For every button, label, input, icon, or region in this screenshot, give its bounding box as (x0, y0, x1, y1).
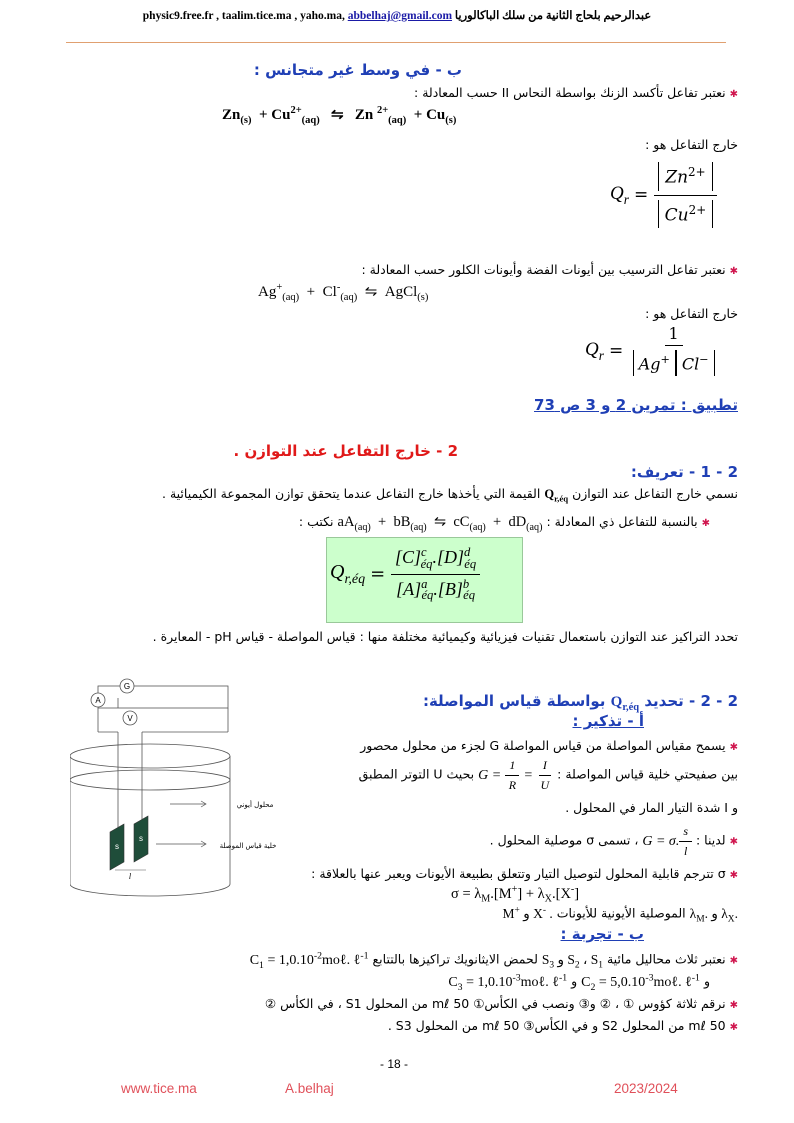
ionic-conductivity-line: $\lambda_M$. و $\lambda_X$. الموصلية الأيونية للأيونات M+ و X- . (502, 905, 738, 925)
quotient-ag-cl: $Q_r$ = $\frac{1}{Ag^+ Cl^-}$ (585, 324, 719, 378)
section2-1-title: 2 - 1 - تعريف: (630, 463, 738, 481)
experiment-item1: ✱ نعتبر ثلاث محاليل مائية $S_3$ و $S_2$ ، $S_1$ لحمض الايثانويك تراكيزها بالتتابع $C_1$ = $1,0.10^{-2}mo\ell$. ℓ$^{-1}$ (249, 950, 738, 971)
reminder-title: أ - تذكير : (572, 712, 644, 730)
quotient-label-1: خارج التفاعل هو : (645, 137, 738, 152)
bullet-star-icon: ✱ (729, 89, 738, 100)
reminder-item2: ✱ لدينا : G = σ. $\frac{s}{l}$ ، تسمى σ موصلية المحلول . (489, 824, 738, 858)
footer-site[interactable]: www.tice.ma (121, 1081, 197, 1096)
experiment-item1-cont: و $C_2$ = $5,0.10^{-3}mo\ell$. ℓ$^{-1}$ و $C_3$ = $1,0.10^{-3}mo\ell$. ℓ$^{-1}$ (448, 972, 710, 993)
reminder-item3: ✱ σ تترجم قابلية المحلول لتوصيل التيار وتتعلق بطبيعة الأيونات ويعبر عنها بالعلاقة : (311, 866, 738, 881)
application-link[interactable]: تطبيق : تمرين 2 و 3 ص 73 (534, 396, 738, 414)
bullet-star-icon: ✱ (729, 955, 738, 967)
bullet-star-icon: ✱ (729, 266, 738, 277)
experiment-title: ب - تجربة : (560, 925, 644, 943)
header-text: عبدالرحيم بلحاج الثانية من سلك الباكالوريا physic9.free.fr , taalim.tice.ma , yaho.ma, (142, 10, 652, 22)
bullet-star-icon: ✱ (729, 870, 738, 881)
silver-chloride-equation: $Ag^+_{(aq)} + Cl^-_{(aq)}$ ⇋ AgCl$_{(s)}$ (258, 282, 429, 303)
experiment-item2: ✱ نرقم ثلاثة كؤوس ① ، ② و③ ونصب في الكأس① 50 mℓ من المحلول S1 ، في الكأس ② (264, 996, 738, 1011)
zinc-copper-equation: $Zn_{(s)} + Cu^{2+}_{(aq)}$ ⇋ Zn $^{2+}_{(aq)} + Cu_{(s)}$ (222, 105, 457, 126)
page-number: - 18 - (380, 1057, 409, 1071)
footer-year: 2023/2024 (614, 1081, 678, 1096)
header-divider (66, 42, 726, 43)
plate-left-label: s (115, 842, 119, 851)
definition-text: نسمي خارج التفاعل عند التوازن $Q_{r,éq}$ القيمة التي يأخذها خارج التفاعل عندما يتحقق توازن المجموعة الكيميائية . (162, 486, 738, 504)
length-label: l (128, 872, 132, 881)
bullet-star-icon: ✱ (701, 518, 710, 529)
meter-a-label: A (95, 696, 101, 705)
section-b-item1: ✱ نعتبر تفاعل تأكسد الزنك بواسطة النحاس II حسب المعادلة : (414, 85, 738, 100)
experiment-item3: ✱ 50 mℓ من المحلول S2 و في الكأس③ 50 mℓ من المحلول S3 . (387, 1018, 738, 1033)
meter-v-label: V (127, 714, 133, 723)
general-equation-line: ✱ بالنسبة للتفاعل ذي المعادلة : $aA_{(aq)} + bB_{(aq)}$ ⇋ $cC_{(aq)} + dD_{(aq)}$ نكتب : (298, 514, 710, 533)
reminder-item1-line2: بين صفيحتي خلية قياس المواصلة : G = $\frac{1}{R}$ = $\frac{I}{U}$ بحيث U التوتر المطبق (358, 758, 738, 792)
bullet-star-icon: ✱ (729, 742, 738, 753)
plate-right-label: s (139, 834, 143, 843)
reminder-item1-line1: ✱ يسمح مقياس المواصلة من قياس المواصلة G لجزء من محلول محصور (360, 738, 738, 753)
conductivity-cell-figure (70, 672, 330, 904)
section2-title: 2 - خارج التفاعل عند التوازن . (233, 442, 458, 460)
section-b-item2: ✱ نعتبر تفاعل الترسيب بين أيونات الفضة وأيونات الكلور حسب المعادلة : (361, 262, 738, 277)
reminder-item1-line3: و I شدة التيار المار في المحلول . (565, 800, 738, 815)
bullet-star-icon: ✱ (729, 836, 738, 848)
label-measurement-cell: خلية قياس الموصلة (219, 842, 277, 850)
footer-author: A.belhaj (285, 1081, 334, 1096)
meter-g-label: G (123, 682, 131, 691)
concentration-note: تحدد التراكيز عند التوازن باستعمال تقنيات فيزيائية وكيميائية مختلفة منها : قياس المواصلة - قياس pH - المعايرة . (152, 629, 738, 644)
section2-2-title: 2 - 2 - تحديد $Q_{r,éq}$ بواسطة قياس المواصلة: (422, 692, 738, 713)
bullet-star-icon: ✱ (729, 1022, 738, 1033)
page-header (0, 8, 794, 22)
label-ionic-solution: محلول أيوني (236, 801, 274, 809)
equilibrium-quotient-formula: $Q_{r,éq}$ = $\frac{[C]^c_{éq}.[D]^d_{éq}}{[A]^a_{éq}.[B]^b_{éq}}$ (330, 545, 480, 603)
quotient-label-2: خارج التفاعل هو : (645, 306, 738, 321)
header-email-link[interactable]: abbelhaj@gmail.com (347, 10, 453, 22)
bullet-star-icon: ✱ (729, 1000, 738, 1011)
section-b-title: ب - في وسط غير متجانس : (253, 61, 462, 79)
quotient-zn-cu: $Q_r$ = $\frac{Zn^{2+}}{Cu^{2+}}$ (610, 160, 717, 230)
conductivity-formula: $\sigma = \lambda_M.[M^+] + \lambda_X.[X^-]$ (451, 884, 580, 905)
